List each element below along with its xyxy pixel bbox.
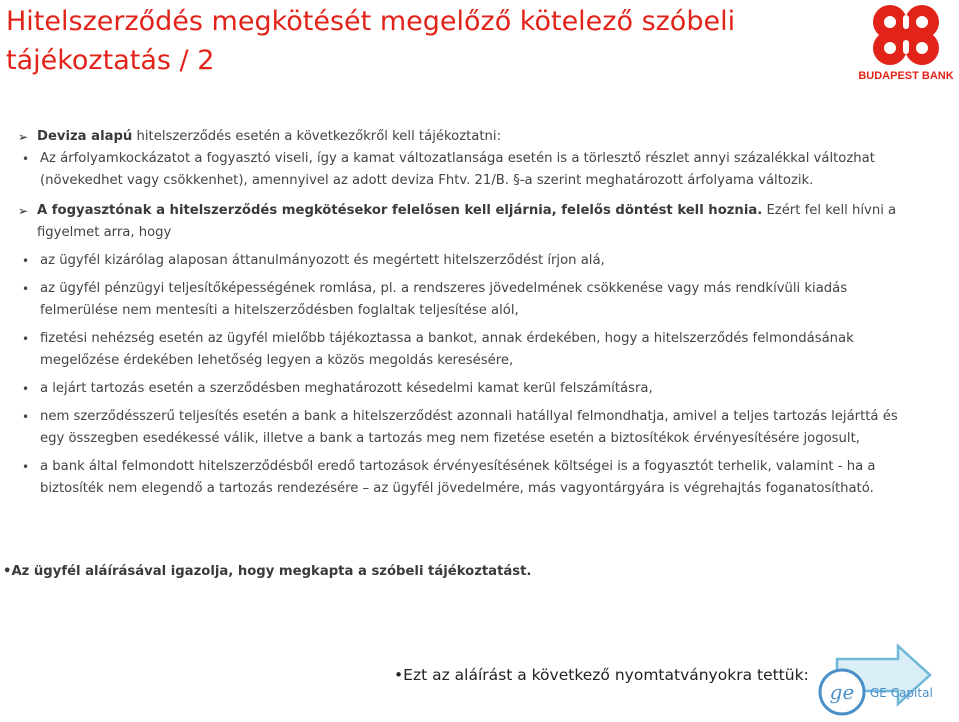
- ge-monogram-logo: [818, 666, 866, 722]
- felelos-bullet-text: az ügyfél kizárólag alaposan áttanulmányozott és megértett hitelszerződést írjon alá,: [40, 253, 605, 268]
- deviza-heading-text: hitelszerződés esetén a következőkről kell tájékoztatni:: [132, 129, 502, 144]
- felelos-bullet-text: a bank által felmondott hitelszerződésből eredő tartozások érvényesítésének költségei is a fogyasztót terhelik, valamint - ha a biztosíték nem elegendő a tartozás rendezésére – az ügyfél jövedelmére, más vagyontárgyára is végrehajtás foganatosítható.: [40, 459, 876, 496]
- section-deviza-heading: [18, 126, 908, 148]
- list-item: [18, 406, 908, 450]
- felelos-bullet-text: fizetési nehézség esetén az ügyfél mielőbb tájékoztassa a bankot, annak érdekében, hogy a hitelszerződés felmondásának megelőzése érdekében lehetőség legyen a közös megoldás keresésére,: [40, 331, 854, 368]
- list-item: [18, 328, 908, 372]
- signature-note-text: Ezt az aláírást a következő nyomtatványokra tettük:: [403, 666, 809, 684]
- bullet-dot-icon: •: [394, 666, 404, 684]
- deviza-bullet-text: Az árfolyamkockázatot a fogyasztó viseli, így a kamat változatlansága esetén is a törlesztő részlet annyi százalékkal változhat (növekedhet vagy csökkenhet), amennyivel az adott deviza Fhtv. 21/B. §-a szerint meghatározott árfolyama változik.: [40, 151, 875, 188]
- felelos-bullet-text: nem szerződésszerű teljesítés esetén a bank a hitelszerződést azonnali hatállyal felmondhatja, amivel a teljes tartozás lejárttá és egy összegben esedékessé válik, illetve a bank a tartozás meg nem fizetése esetén a biztosítékok érvényesítésére jogosult,: [40, 409, 898, 446]
- final-statement-text: Az ügyfél aláírásával igazolja, hogy megkapta a szóbeli tájékoztatást.: [11, 564, 532, 579]
- list-item: [18, 148, 908, 192]
- list-item: [18, 378, 908, 400]
- bullet-dot-icon: •: [22, 460, 30, 474]
- bullet-dot-icon: •: [22, 410, 30, 424]
- felelos-bullet-text: az ügyfél pénzügyi teljesítőképességének romlása, pl. a rendszeres jövedelmének csökkenése vagy más rendkívüli kiadás felmerülése nem mentesíti a hitelszerződésben foglaltak teljesítése alól,: [40, 281, 848, 318]
- list-item: [18, 456, 908, 500]
- felelos-heading-text: Ezért fel kell hívni a figyelmet arra, hogy: [37, 203, 897, 240]
- felelos-bullet-text: a lejárt tartozás esetén a szerződésben meghatározott késedelmi kamat kerül felszámításra,: [40, 381, 653, 396]
- felelos-heading-bold: A fogyasztónak a hitelszerződés megkötésekor felelősen kell eljárnia, felelős döntést kell hoznia.: [37, 203, 763, 218]
- final-statement: [3, 561, 531, 583]
- bullet-dot-icon: •: [3, 564, 12, 579]
- budapest-bank-logo: [857, 2, 955, 86]
- page-title: Hitelszerződés megkötését megelőző kötelező szóbeli tájékoztatás / 2: [6, 6, 736, 76]
- svg-text:ge: ge: [829, 680, 855, 704]
- bullet-dot-icon: •: [22, 282, 30, 296]
- brand-name: BUDAPEST BANK: [858, 70, 954, 82]
- bullet-dot-icon: •: [22, 382, 30, 396]
- section-felelos-heading: [18, 200, 908, 244]
- main-content: [18, 126, 908, 500]
- bullet-dot-icon: •: [22, 152, 30, 166]
- signature-note: [394, 663, 809, 687]
- arrow-bullet-icon: ➢: [18, 204, 29, 218]
- ge-capital-label: GE Capital: [870, 686, 933, 700]
- deviza-heading-bold: Deviza alapú: [37, 129, 133, 144]
- arrow-bullet-icon: ➢: [18, 130, 29, 144]
- list-item: [18, 278, 908, 322]
- bullet-dot-icon: •: [22, 254, 30, 268]
- bullet-dot-icon: •: [22, 332, 30, 346]
- list-item: [18, 250, 908, 272]
